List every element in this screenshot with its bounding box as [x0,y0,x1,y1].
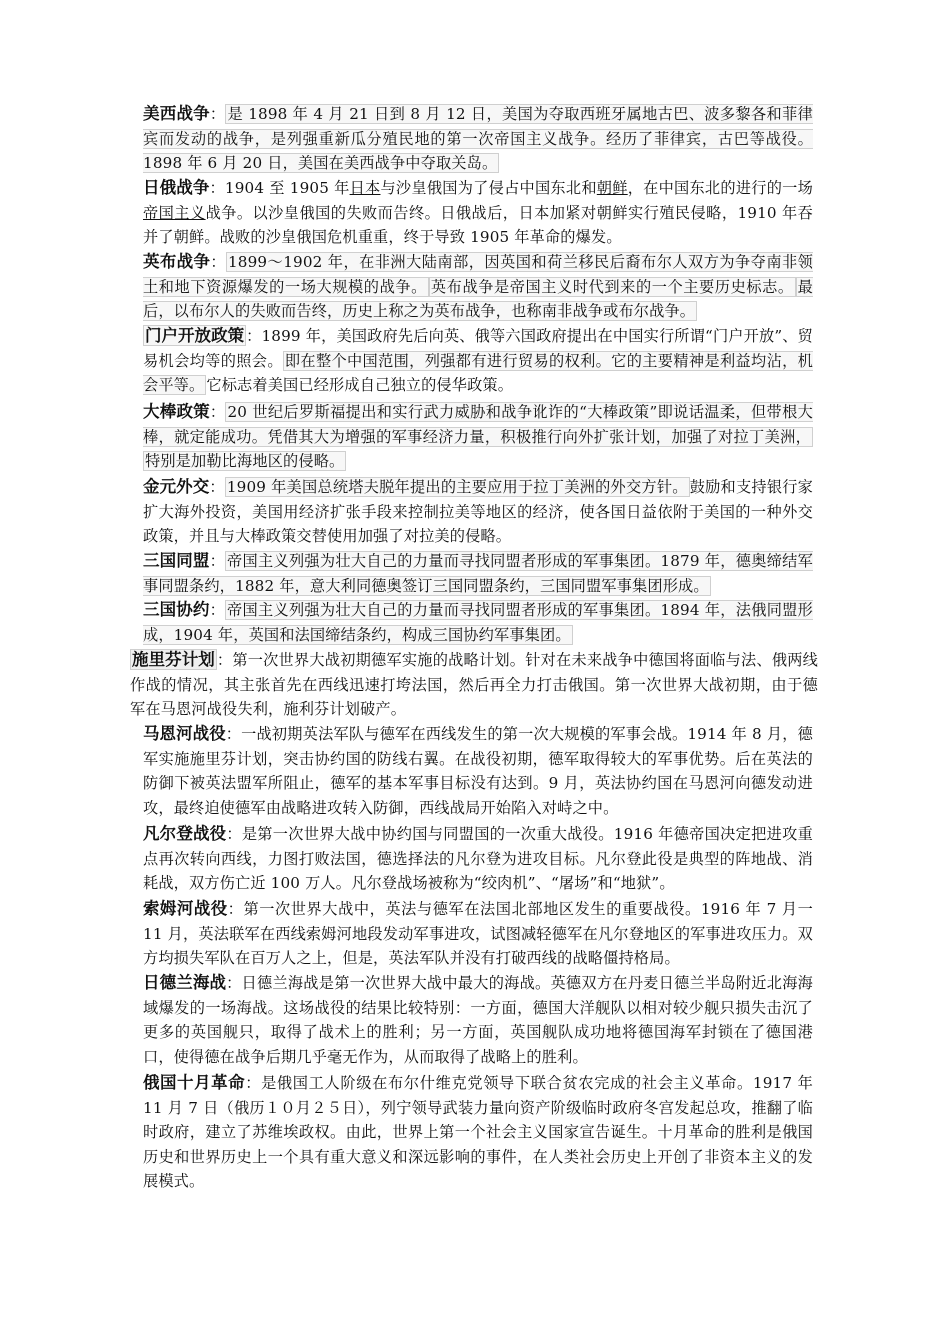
entry-boer-war [143,250,813,324]
term-heading: 英布战争 [143,252,211,271]
term-heading: 三国协约 [143,600,210,619]
term-separator: ： [209,478,225,496]
term-separator: ： [227,900,244,918]
entry-text: 1899～1902 年，在非洲大陆南部，因英国和荷兰移民后裔布尔人双方为争夺南非领土和地下资源爆发的一场大规模的战争。 [143,253,814,296]
entry-jutland-battle [143,971,813,1069]
entry-text: 是俄国工人阶级在布尔什维克党领导下联合贫农完成的社会主义革命。1917 年 11 月 7 日（俄历１０月２５日），列宁领导武装力量向资产阶级临时政府冬宫发起总攻，推翻了临时政府，建立了苏维埃政权。由此，世界上第一个社会主义国家宣告诞生。十月革命的胜利是俄国历史和世界历史上一个具有重大意义和深远影响的事件，在人类社会历史上开创了非资本主义的发展模式。 [143,1074,814,1191]
term-separator: ： [246,327,262,345]
entry-somme-battle [143,897,813,971]
entry-marne-battle [143,722,813,820]
entry-text: 最后，以布尔人的失败而告终，历史上称之为英布战争，也称南非战争或布尔战争。 [143,277,814,321]
term-heading: 索姆河战役 [143,899,228,918]
entry-text: 第一次世界大战中，英法与德军在法国北部地区发生的重要战役。1916 年 7 月一 11 月，英法联军在西线索姆河地段发动军事进攻，试图减轻德军在凡尔登地区的军事进攻压力。双方均损失军队在百万人之上，但是，英法军队并没有打破西线的战略僵持格局。 [143,900,814,968]
term-separator: ： [216,651,233,669]
entry-text: 战争。以沙皇俄国的失败而告终。日俄战后，日本加紧对朝鲜实行殖民侵略，1910 年吞并了朝鲜。战败的沙皇俄国危机重重，终于导致 1905 年革命的爆发。 [143,203,813,247]
entry-text: 与沙皇俄国为了侵占中国东北和 [380,179,597,197]
entry-open-door-policy [143,324,813,398]
entry-text: 即在整个中国范围，列强都有进行贸易的权利。它的主要精神是利益均沾，机会平等。 [143,351,813,395]
entry-text: 1904 至 1905 年 [224,179,350,197]
link-japan[interactable]: 日本 [349,179,381,197]
entry-text: 鼓励和支持银行家扩大海外投资，美国用经济扩张手段来控制拉美等地区的经济，使各国日益依附于美国的一种外交政策，并且与大棒政策交替使用加强了对拉美的侵略。 [143,478,814,546]
term-heading: 施里芬计划 [132,650,215,669]
entry-text: 1909 年美国总统塔夫脱年提出的主要应用于拉丁美洲的外交方针。 [226,478,688,496]
entry-text: 日德兰海战是第一次世界大战中最大的海战。英德双方在丹麦日德兰半岛附近北海海域爆发的一场海战。这场战役的结果比较特别：一方面，德国大洋舰队以相对较少舰只损失击沉了更多的英国舰只，取得了战术上的胜利；另一方面，英国舰队成功地将德国海军封锁在了德国港口，使得德在战争后期几乎毫无作为，从而取得了战略上的胜利。 [143,974,813,1066]
term-separator: ： [209,552,226,570]
term-separator: ： [209,601,226,619]
term-separator: ： [210,253,226,271]
term-heading: 美西战争 [143,104,210,123]
entry-schlieffen-plan [130,648,818,722]
term-heading: 俄国十月革命 [143,1073,246,1092]
term-heading: 大棒政策 [143,402,210,421]
entry-text: 帝国主义列强为壮大自己的力量而寻找同盟者形成的军事集团。1879 年，德奥缔结军事同盟条约，1882 年，意大利同德奥签订三国同盟条约，三国同盟军事集团形成。 [143,552,813,595]
entry-triple-entente [143,598,813,647]
entry-text: 英布战争是帝国主义时代到来的一个主要历史标志。 [430,277,794,296]
entry-meixi-war [143,102,813,176]
entry-text: 一战初期英法军队与德军在西线发生的第一次大规模的军事会战。1914 年 8 月，德军实施施里芬计划，突击协约国的防线右翼。在战役初期，德军取得较大的军事优势。后在英法的防御下被英法盟军所阻止，德军的基本军事目标没有达到。9 月，英法协约国在马恩河向德发动进攻，最终迫使德军由战略进攻转入防御，西线战局开始陷入对峙之中。 [143,725,813,817]
term-heading: 马恩河战役 [143,724,226,743]
entry-text: 是 1898 年 4 月 21 日到 8 月 12 日，美国为夺取西班牙属地古巴、波多黎各和菲律宾而发动的战争，是列强重新瓜分殖民地的第一次帝国主义战争。经历了菲律宾，古巴等战役。1898 年 6 月 20 日，美国在美西战争中夺取关岛。 [143,105,813,173]
entry-text: 帝国主义列强为壮大自己的力量而寻找同盟者形成的军事集团。1894 年，法俄同盟形成，1904 年，英国和法国缔结条约，构成三国协约军事集团。 [143,601,813,644]
entry-triple-alliance [143,549,813,598]
link-imperialism[interactable]: 帝国主义 [143,203,206,222]
entry-text: 是第一次世界大战中协约国与同盟国的一次重大战役。1916 年德帝国决定把进攻重点再次转向西线，力图打败法国，德选择法的凡尔登为进攻目标。凡尔登此役是典型的阵地战、消耗战，双方伤亡近 100 万人。凡尔登战场被称为“绞肉机”、“屠场”和“地狱”。 [143,825,813,893]
term-separator: ： [226,974,242,992]
term-separator: ： [245,1074,262,1092]
term-heading: 日俄战争 [143,178,210,197]
term-heading: 门户开放政策 [145,326,245,345]
entry-october-revolution [143,1071,813,1194]
term-separator: ： [209,179,225,197]
entry-text: ，在中国东北的进行的一场 [627,179,813,197]
entry-text: 特别是加勒比海地区的侵略。 [145,452,345,471]
entry-russo-japanese-war [143,176,813,250]
term-separator: ： [209,403,226,421]
term-heading: 三国同盟 [143,551,210,570]
term-heading: 凡尔登战役 [143,824,227,843]
entry-text: 1899 年，美国政府先后向英、俄等六国政府提出在中国实行所谓“门户开放”、贸易机会均等的照会。 [143,327,814,370]
term-separator: ： [225,725,242,743]
entry-text: 它标志着美国已经形成自己独立的侵华政策。 [206,376,514,395]
link-korea[interactable]: 朝鲜 [596,179,628,197]
term-separator: ： [226,825,242,843]
entry-big-stick-policy [143,400,813,474]
term-heading: 日德兰海战 [143,973,227,992]
term-separator: ： [209,105,226,123]
term-heading: 金元外交 [143,477,210,496]
entry-text: 20 世纪后罗斯福提出和实行武力威胁和战争讹诈的“大棒政策”即说话温柔，但带根大棒，就定能成功。凭借其大为增强的军事经济力量，积极推行向外扩张计划，加强了对拉丁美洲， [143,403,813,446]
entry-verdun-battle [143,822,813,896]
entry-text: 第一次世界大战初期德军实施的战略计划。针对在未来战争中德国将面临与法、俄两线作战的情况，其主张首先在西线迅速打垮法国，然后再全力打击俄国。第一次世界大战初期，由于德军在马恩河战役失利，施利芬计划破产。 [130,651,819,719]
entry-dollar-diplomacy [143,475,813,549]
